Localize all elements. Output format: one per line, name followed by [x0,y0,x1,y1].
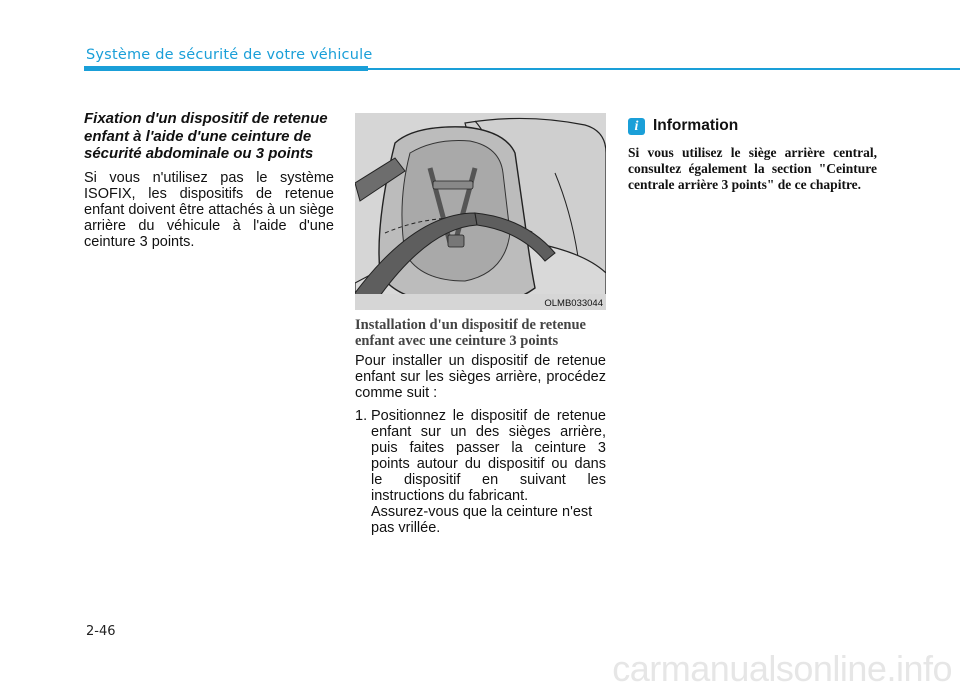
information-header [628,116,877,136]
step-number: 1. [355,408,368,424]
figure-code: OLMB033044 [544,298,603,309]
middle-column [355,113,606,536]
header-rule-thick [84,66,368,71]
header-section-title: Système de sécurité de votre véhicule [86,47,373,63]
information-text: Si vous utilisez le siège arrière central, consultez également la section "Ceinture centrale arrière 3 points" de ce chapitre. [628,145,877,192]
step-text: Positionnez le dispositif de retenue enfant sur un des sièges arrière, puis faites passer la ceinture 3 points autour du dispositif ou dans le dispositif en suivant les instructions du fabricant. [371,408,606,504]
left-column [84,110,334,250]
right-column [628,116,877,193]
page-number: 2-46 [86,624,116,639]
list-item [355,408,606,536]
child-seat-drawing [355,113,606,310]
belt-fixation-paragraph: Si vous n'utilisez pas le système ISOFIX, les dispositifs de retenue enfant doivent être attachés à un siège arrière du véhicule à l'aide d'une ceinture 3 points. [84,169,334,250]
step-note: Assurez-vous que la ceinture n'est pas vrillée. [371,504,593,536]
step-body [371,408,606,536]
belt-fixation-heading: Fixation d'un dispositif de retenue enfant à l'aide d'une ceinture de sécurité abdominale ou 3 points [84,110,328,162]
install-intro: Pour installer un dispositif de retenue enfant sur les sièges arrière, procédez comme suit : [355,353,606,401]
info-icon: i [628,118,645,135]
three-point-install-heading: Installation d'un dispositif de retenue enfant avec une ceinture 3 points [355,317,586,349]
information-title: Information [653,117,739,134]
header-rule-thin [368,68,960,70]
install-steps [355,408,606,536]
watermark: carmanualsonline.info [612,648,952,689]
child-seat-illustration [355,113,606,310]
